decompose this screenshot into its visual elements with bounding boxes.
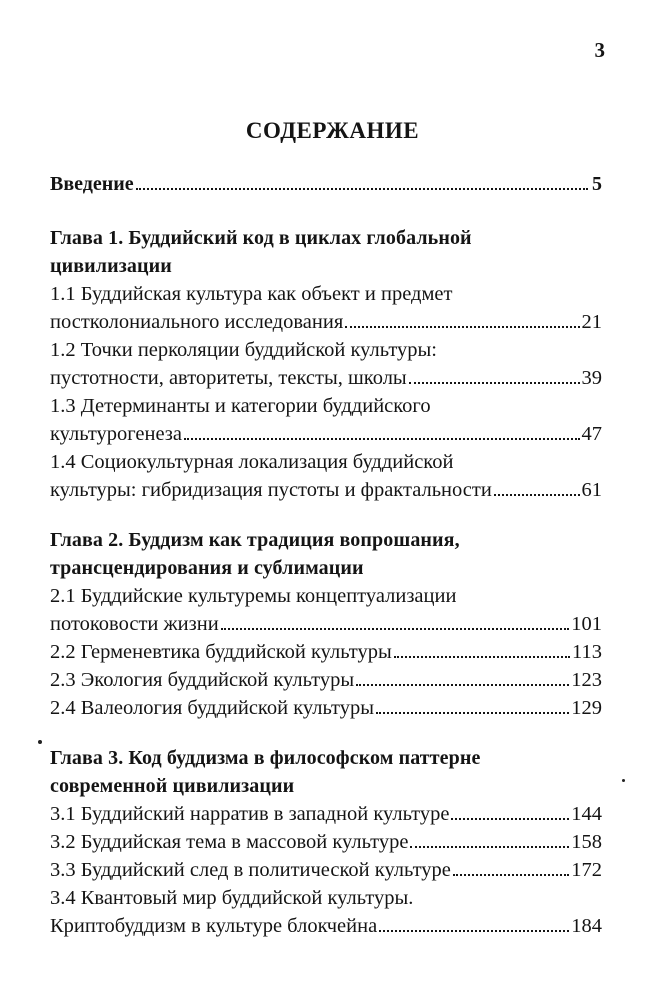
toc-entry[interactable] — [50, 280, 602, 336]
dot-leader — [345, 326, 579, 328]
dot-leader — [494, 494, 580, 496]
toc-entry[interactable] — [50, 448, 602, 504]
toc-entry-row — [50, 666, 602, 694]
toc-entry-label: 3.4 Квантовый мир буддийской культуры. — [50, 887, 414, 909]
toc-entry-label: 3.2 Буддийская тема в массовой культуре — [50, 831, 409, 853]
toc-entry-page: 123 — [571, 669, 602, 691]
toc-entry-page: 172 — [571, 859, 602, 881]
chapter-list — [50, 224, 602, 940]
toc-entry-label: 1.3 Детерминанты и категории буддийского — [50, 395, 431, 417]
print-speck — [622, 779, 625, 782]
toc-entry-page: 144 — [571, 803, 602, 825]
toc-entry-label: 1.4 Социокультурная локализация буддийской — [50, 451, 454, 473]
toc-entry-page: 5 — [592, 173, 602, 195]
chapter-title[interactable]: Глава 2. Буддизм как традиция вопрошания, — [50, 529, 460, 551]
dot-leader — [136, 188, 588, 190]
toc-entry-label: Криптобуддизм в культуре блокчейна — [50, 915, 378, 937]
toc-entry-page: 158 — [571, 831, 602, 853]
toc-entry[interactable] — [50, 828, 602, 856]
dot-leader — [409, 382, 580, 384]
dot-leader — [410, 846, 569, 848]
toc-entry[interactable] — [50, 694, 602, 722]
toc-entry-label: культуры: гибридизация пустоты и фрактальности — [50, 479, 492, 501]
toc-entry[interactable] — [50, 884, 602, 940]
toc-entry[interactable] — [50, 638, 602, 666]
toc-entry-label: 1.1 Буддийская культура как объект и предмет — [50, 283, 453, 305]
toc-entry-row — [50, 694, 602, 722]
toc-entry-label: постколониального исследования — [50, 311, 344, 333]
toc-entry[interactable] — [50, 800, 602, 828]
dot-leader — [184, 438, 579, 440]
toc-entry-row — [50, 476, 602, 504]
chapter-title[interactable]: трансцендирования и сублимации — [50, 557, 364, 579]
toc-entry-page: 101 — [571, 613, 602, 635]
toc-entry-label: потоковости жизни — [50, 613, 219, 635]
chapter-block — [50, 744, 602, 940]
dot-leader — [379, 930, 569, 932]
toc-entry-row — [50, 420, 602, 448]
page-number: 3 — [594, 38, 605, 62]
dot-leader — [451, 818, 569, 820]
toc-entry-row — [50, 856, 602, 884]
toc-entry-row — [50, 610, 602, 638]
toc-entry-intro[interactable] — [50, 170, 602, 198]
toc-entry-label: Введение — [50, 173, 134, 195]
chapter-title[interactable]: цивилизации — [50, 255, 172, 277]
toc-entry-row — [50, 308, 602, 336]
chapter-block — [50, 526, 602, 722]
dot-leader — [376, 712, 569, 714]
toc-entry-label: 1.2 Точки перколяции буддийской культуры: — [50, 339, 437, 361]
toc-entry[interactable] — [50, 336, 602, 392]
print-speck — [38, 740, 42, 744]
chapter-title[interactable]: современной цивилизации — [50, 775, 295, 797]
dot-leader — [356, 684, 569, 686]
toc-entry-label: культурогенеза — [50, 423, 183, 445]
toc-entry-label: 3.1 Буддийский нарратив в западной культуре — [50, 803, 450, 825]
toc-entry[interactable] — [50, 666, 602, 694]
toc-entry[interactable] — [50, 856, 602, 884]
toc-entry-label: 2.4 Валеология буддийской культуры — [50, 697, 374, 719]
toc-entry-page: 129 — [571, 697, 602, 719]
chapter-block — [50, 224, 602, 504]
toc-entry-row — [50, 800, 602, 828]
chapter-title[interactable]: Глава 3. Код буддизма в философском паттерне — [50, 747, 481, 769]
dot-leader — [221, 628, 570, 630]
toc-entry-page: 61 — [581, 479, 602, 501]
toc-entry-row — [50, 828, 602, 856]
toc-entry-row — [50, 364, 602, 392]
toc-entry[interactable] — [50, 582, 602, 638]
dot-leader — [394, 656, 570, 658]
dot-leader — [453, 874, 569, 876]
table-of-contents — [50, 170, 602, 962]
toc-entry-label: 2.2 Герменевтика буддийской культуры — [50, 641, 392, 663]
chapter-title[interactable]: Глава 1. Буддийский код в циклах глобальной — [50, 227, 472, 249]
toc-entry-page: 184 — [571, 915, 602, 937]
toc-entry-label: 3.3 Буддийский след в политической культуре — [50, 859, 451, 881]
toc-entry-page: 47 — [581, 423, 602, 445]
page-title: СОДЕРЖАНИЕ — [245, 118, 420, 143]
toc-entry-label: 2.1 Буддийские культуремы концептуализации — [50, 585, 457, 607]
toc-entry-row — [50, 912, 602, 940]
toc-entry-page: 21 — [581, 311, 602, 333]
toc-entry-page: 113 — [572, 641, 602, 663]
toc-entry-row — [50, 638, 602, 666]
toc-entry-label: 2.3 Экология буддийской культуры — [50, 669, 355, 691]
toc-entry-label: пустотности, авторитеты, тексты, школы — [50, 367, 407, 389]
toc-entry[interactable] — [50, 392, 602, 448]
toc-entry-page: 39 — [581, 367, 602, 389]
